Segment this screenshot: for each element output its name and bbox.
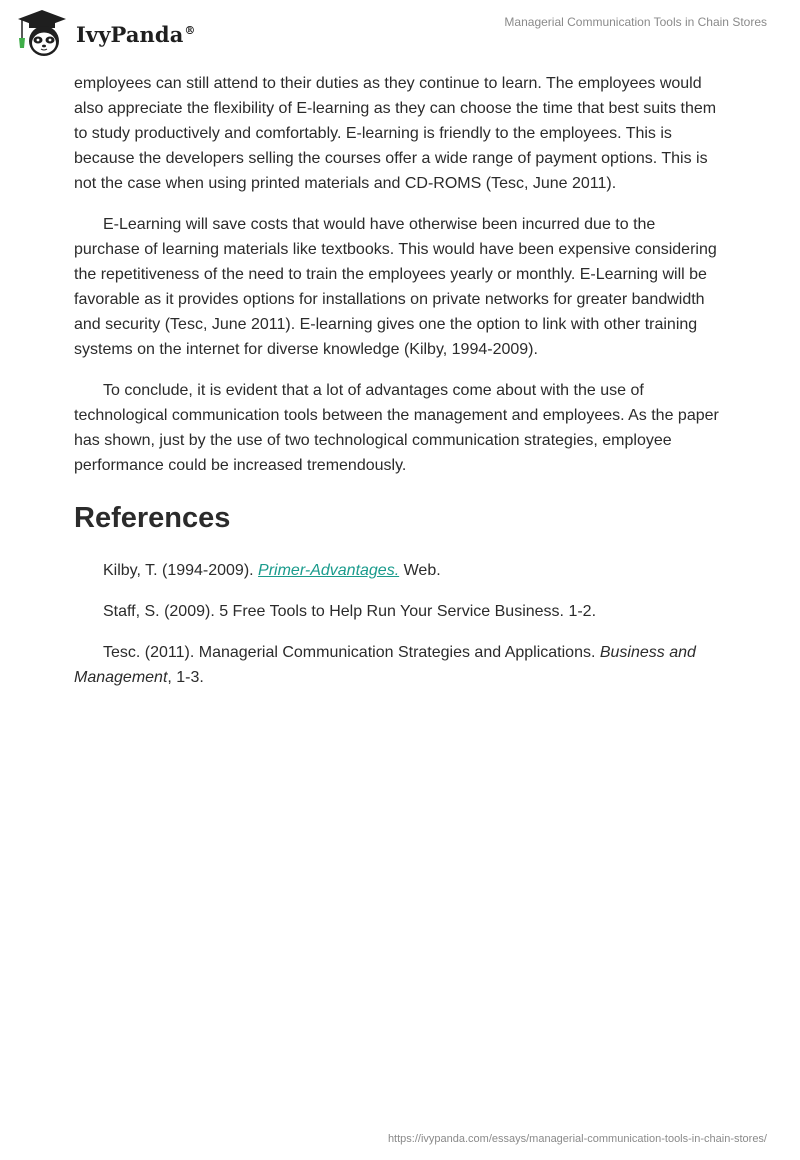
essay-content xyxy=(74,71,724,706)
body-paragraph: employees can still attend to their duties as they continue to learn. The employees would also appreciate the flexibility of E-learning as they can choose the time that best suits them to study productively and comfortably. E-learning is friendly to the employees. This is because the developers selling the courses offer a wide range of payment options. This is not the case when using printed materials and CD-ROMS (Tesc, June 2011). xyxy=(74,75,717,192)
panda-graduate-icon xyxy=(14,8,70,58)
reference-item: Staff, S. (2009). 5 Free Tools to Help Run Your Service Business. 1-2. xyxy=(103,603,597,620)
references-heading: References xyxy=(74,502,231,534)
footer-url[interactable]: https://ivypanda.com/essays/managerial-communication-tools-in-chain-stores/ xyxy=(387,1133,767,1145)
brand-name: IvyPanda® xyxy=(76,21,196,47)
reference-link-primer-advantages[interactable]: Primer-Advantages. xyxy=(258,562,400,579)
reference-item: Tesc. (2011). Managerial Communication Strategies and Applications. Business and Management, 1-3. xyxy=(74,644,696,686)
ivypanda-logo[interactable] xyxy=(14,8,196,58)
document-title: Managerial Communication Tools in Chain Stores xyxy=(504,15,767,29)
page-header xyxy=(0,0,800,64)
reference-item: Kilby, T. (1994-2009). Primer-Advantages. Web. xyxy=(103,562,441,579)
body-paragraph: E-Learning will save costs that would have otherwise been incurred due to the purchase of learning materials like textbooks. This would have been expensive considering the repetitiveness of the need to train the employees yearly or monthly. E-Learning will be favorable as it provides options for installations on private networks for greater bandwidth and security (Tesc, June 2011). E-learning gives one the option to link with other training systems on the internet for diverse knowledge (Kilby, 1994-2009). xyxy=(74,216,717,358)
body-paragraph: To conclude, it is evident that a lot of advantages come about with the use of technological communication tools between the management and employees. As the paper has shown, just by the use of two technological communication strategies, employee performance could be increased tremendously. xyxy=(74,382,719,474)
